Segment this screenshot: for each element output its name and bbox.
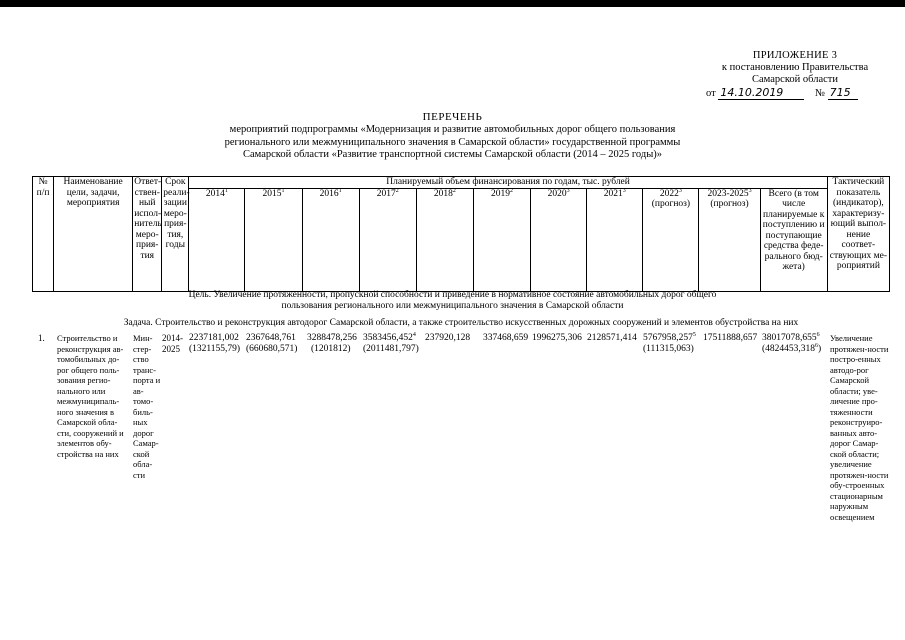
header-year: 2014$^1$	[189, 188, 245, 291]
value-2014: 2237181,002 (1321155,79)	[189, 333, 241, 354]
document-subtitle	[0, 124, 905, 162]
goal-line-2: пользования регионального или межмуниципального значения в Самарской области	[281, 301, 624, 311]
value-2023-2025: 17511888,657	[703, 333, 758, 343]
header-year-2023-2025: 2023-2025$^3$ (прогноз)	[699, 188, 760, 291]
appendix-subtitle: к постановлению Правительства	[721, 62, 869, 73]
row-name: Строительство и реконструкция ав-томобильных до-рог общего поль-зования регио-нального или межмуниципаль-ного значения в Самарской обла-сти, сооружений и элементов обу-стройства на них	[57, 333, 124, 459]
value-2017: 3583456,452$^4$ (2011481,797)	[363, 331, 419, 354]
header-year: 2018$^2$	[416, 188, 473, 291]
subtitle-line-1: мероприятий подпрограммы «Модернизация и развитие автомобильных дорог общего пользования	[229, 124, 676, 135]
goal-text	[0, 290, 905, 312]
decree-date: 14.10.2019	[718, 86, 804, 100]
header-year-2022: 2022$^3$ (прогноз)	[643, 188, 699, 291]
value-2016: 3288478,256 (1201812)	[307, 333, 357, 354]
subtitle-line-3: Самарской области «Развитие транспортной системы Самарской области (2014 – 2025 годы)»	[242, 149, 662, 160]
value-2015: 2367648,761 (660680,571)	[246, 333, 298, 354]
header-total: Всего (в том числе планируемые к поступлению и поступающие средства феде-рального бюд-жета)	[760, 188, 827, 291]
header-year: 2015$^1$	[245, 188, 302, 291]
appendix-block	[700, 50, 890, 86]
row-number: 1.	[38, 333, 45, 343]
header-term: Срок реали-зации меро-прия-тия, годы	[162, 177, 189, 292]
header-planned-financing: Планируемый объем финансирования по годам, тыс. рублей	[189, 177, 827, 189]
decree-number: 715	[828, 86, 858, 100]
header-responsible: Ответ-ствен-ный испол-нитель меро-прия-тия	[133, 177, 162, 292]
financing-table	[32, 176, 890, 292]
value-2019: 337468,659	[483, 333, 529, 343]
row-indicator: Увеличение протяжен-ности постро-енных автодо-рог Самарской области; уве-личение про-тяженности реконструиро-ванных авто-дорог Самар-ской области; увеличение протяжен-ности обу-строенных стационарным наружным освещением	[830, 333, 889, 522]
subtitle-line-2: регионального или межмуниципального значения в Самарской области» государственной программы	[224, 136, 681, 148]
appendix-title: ПРИЛОЖЕНИЕ 3	[752, 50, 838, 61]
value-2021: 2128571,414	[587, 333, 637, 343]
value-2022: 5767958,257$^5$ (111315,063)	[643, 331, 696, 354]
header-year: 2016$^1$	[302, 188, 359, 291]
decree-signature-line	[706, 86, 858, 100]
header-indicator: Тактический показатель (индикатор), характеризу-ющий выпол-нение соответ-ствующих ме-роприятий	[827, 177, 889, 292]
header-year: 2021$^3$	[587, 188, 643, 291]
scan-top-border	[0, 0, 905, 7]
header-year: 2020$^3$	[531, 188, 587, 291]
date-label: от	[706, 88, 716, 99]
number-label: №	[814, 88, 825, 99]
document-heading: ПЕРЕЧЕНЬ	[422, 111, 483, 123]
header-year: 2019$^2$	[473, 188, 530, 291]
goal-line-1: Цель. Увеличение протяженности, пропускной способности и приведение в нормативное состояние автомобильных дорог общего	[188, 290, 717, 300]
header-name: Наименование цели, задачи, мероприятия	[54, 177, 133, 292]
value-total: 38017078,655$^6$ (4824453,318$^6$)	[762, 331, 822, 354]
header-number: № п/п	[33, 177, 54, 292]
value-2020: 1996275,306	[532, 333, 582, 343]
row-responsible: Мин-стер-ство транс-порта и ав-томо-биль-ных дорог Самар-ской обла-сти	[133, 333, 161, 480]
task-text: Задача. Строительство и реконструкция автодорог Самарской области, а также строительство искусственных дорожных сооружений и элементов обустройства на них	[123, 318, 799, 328]
appendix-region: Самарской области	[752, 74, 838, 85]
header-year: 2017$^2$	[359, 188, 416, 291]
value-2018: 237920,128	[425, 333, 471, 343]
row-term: 2014-2025	[162, 333, 183, 354]
